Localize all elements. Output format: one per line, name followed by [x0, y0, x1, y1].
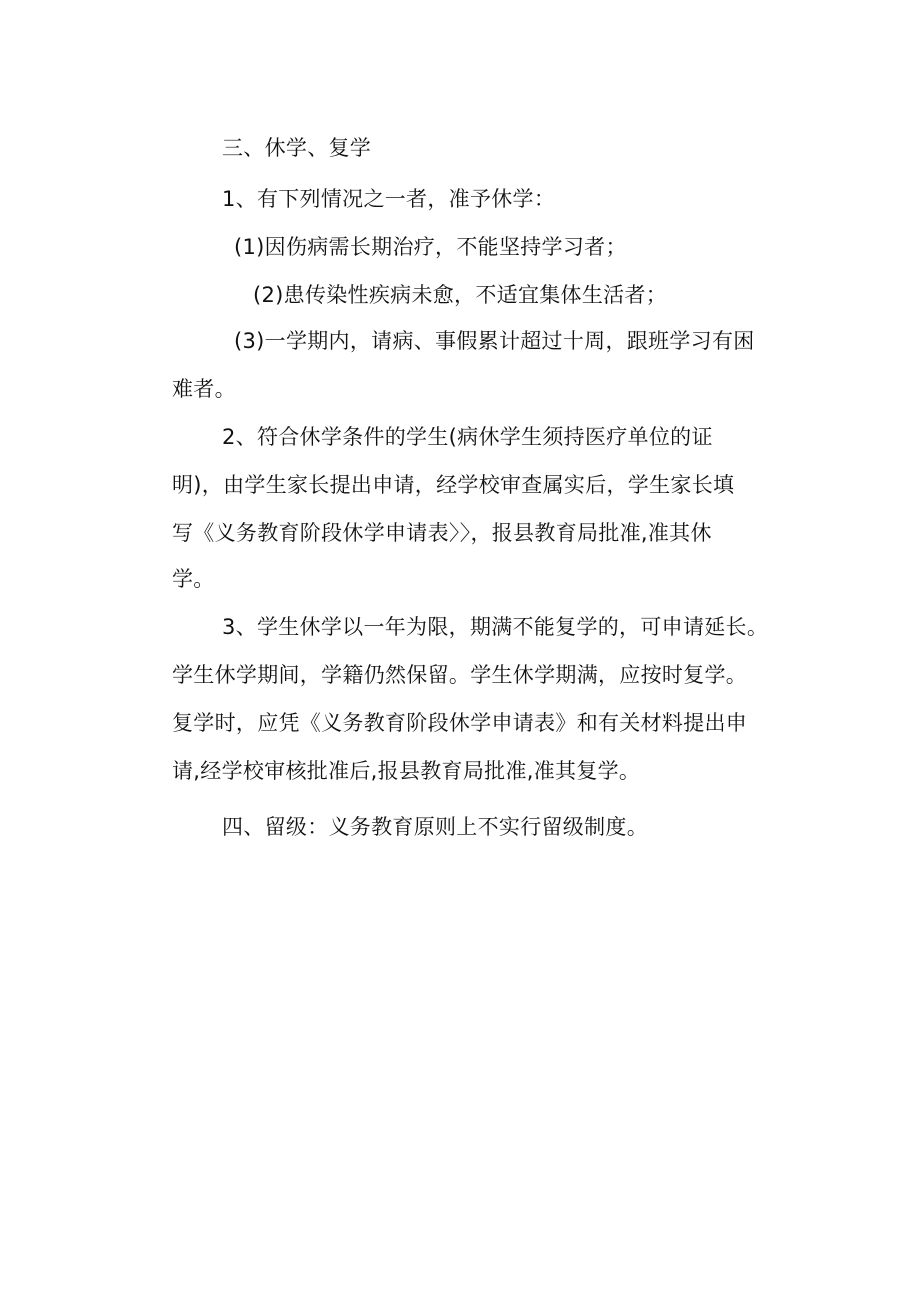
item-3-line-3: 复学时，应凭《义务教育阶段休学申请表》和有关材料提出申 [172, 711, 748, 735]
item-1-sub-2: (2)患传染性疾病未愈，不适宜集体生活者； [253, 283, 668, 307]
section-heading-4: 四、留级：义务教育原则上不实行留级制度。 [222, 815, 648, 839]
item-2-line-4: 学。 [172, 567, 215, 591]
item-3-line-1: 3、学生休学以一年为限，期满不能复学的，可申请延长。 [222, 615, 769, 639]
item-1-sub-1: (1)因伤病需长期治疗，不能坚持学习者； [234, 235, 627, 259]
item-1-sub-3-line-2: 难者。 [172, 377, 236, 401]
item-2-line-3: 写《义务教育阶段休学申请表〉〉，报县教育局批准,准其休 [172, 521, 712, 545]
item-3-line-4: 请,经学校审核批准后,报县教育局批准,准其复学。 [172, 759, 641, 783]
item-2-line-1: 2、符合休学条件的学生(病休学生须持医疗单位的证 [222, 425, 713, 449]
item-3-line-2: 学生休学期间，学籍仍然保留。学生休学期满，应按时复学。 [172, 663, 748, 687]
item-1-sub-3-line-1: (3)一学期内，请病、事假累计超过十周，跟班学习有困 [234, 329, 755, 353]
item-2-line-2: 明)，由学生家长提出申请，经学校审查属实后，学生家长填 [172, 473, 735, 497]
section-heading-3: 三、休学、复学 [222, 136, 372, 160]
item-1-intro: 1、有下列情况之一者，准予休学： [222, 187, 556, 211]
